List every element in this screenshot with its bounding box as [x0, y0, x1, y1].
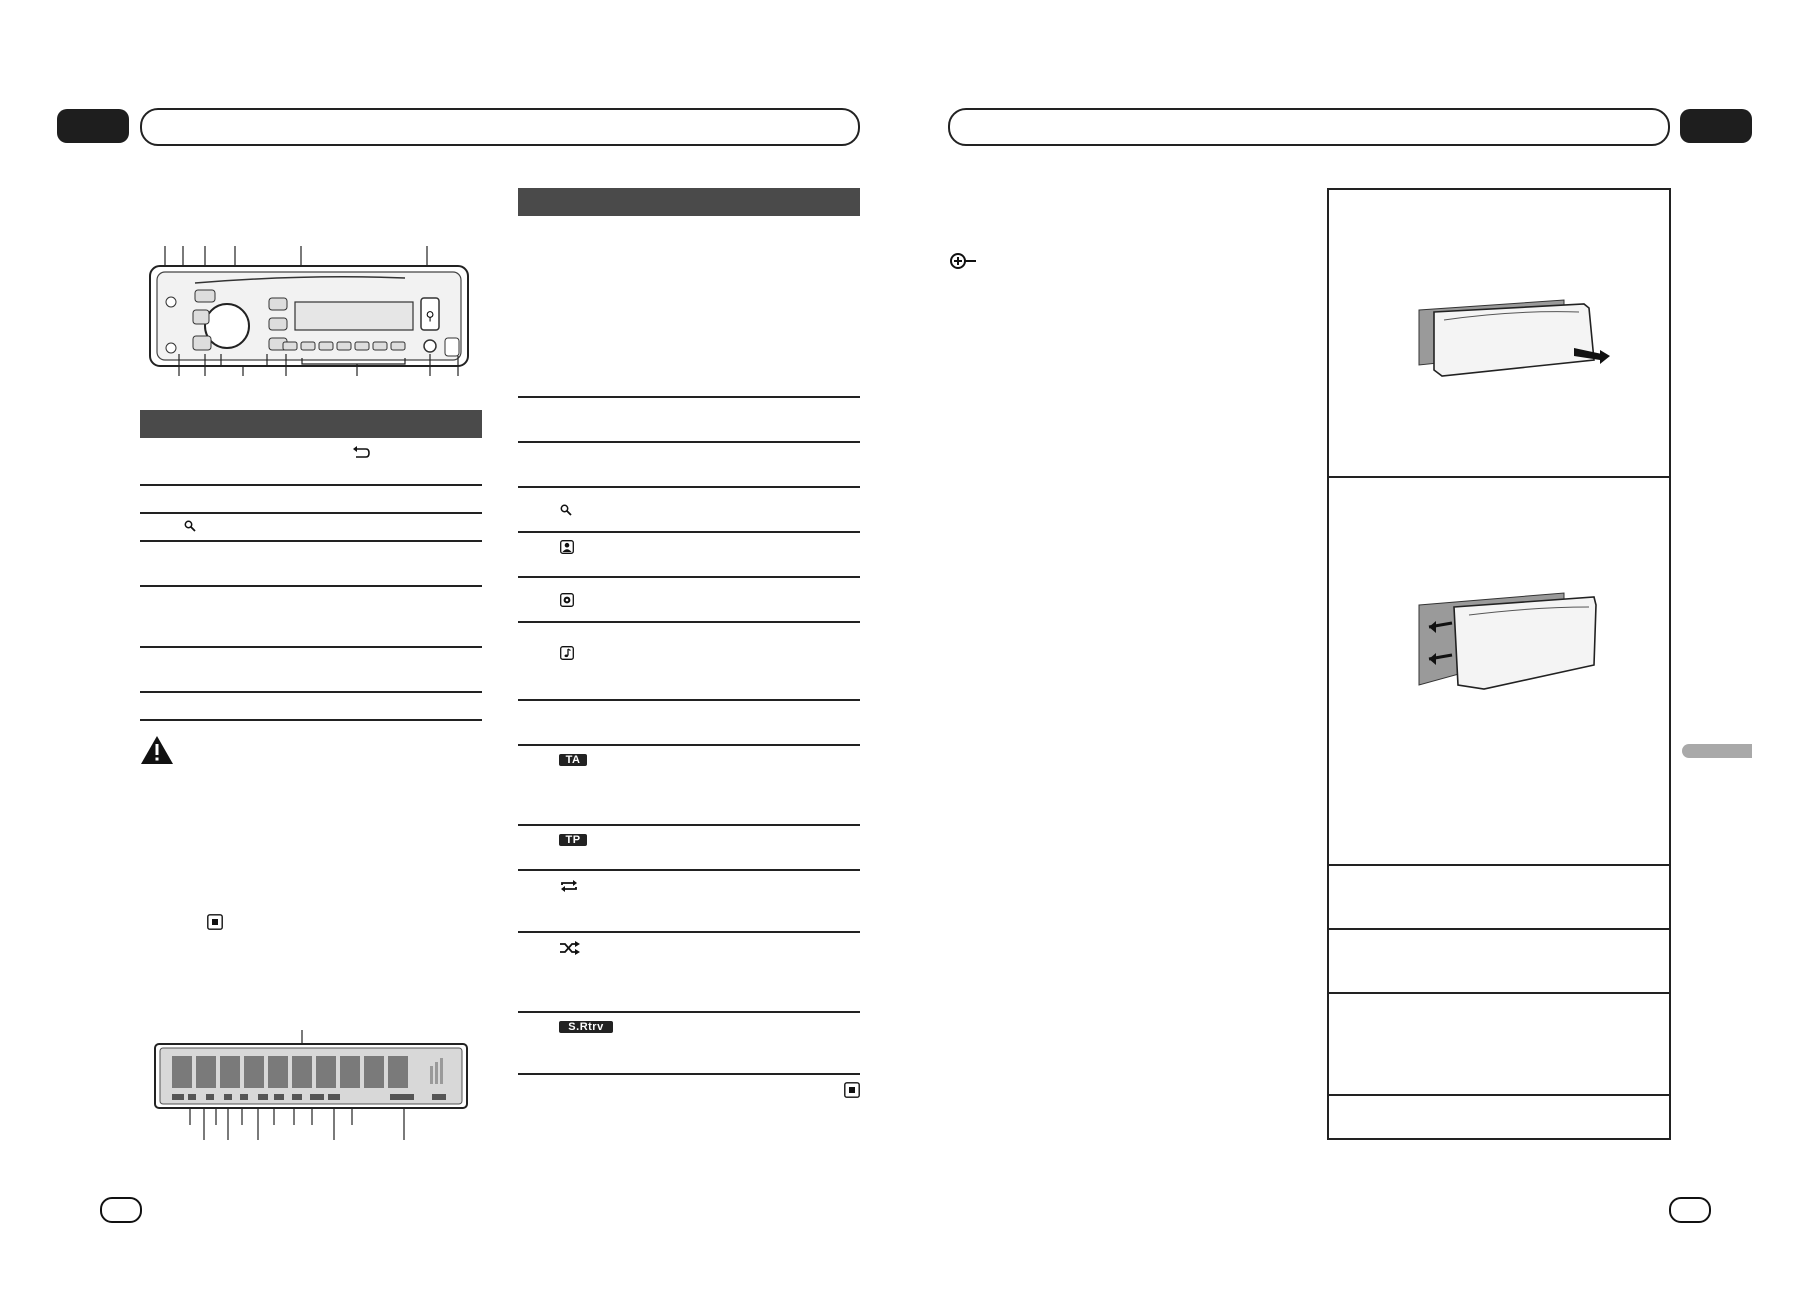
table-rule	[140, 585, 482, 587]
svg-text:⚲: ⚲	[425, 309, 435, 323]
frame-rule	[1329, 992, 1669, 994]
person-icon	[560, 540, 574, 559]
illustration-frame	[1327, 188, 1671, 1140]
table-rule	[518, 486, 860, 488]
table-rule	[518, 396, 860, 398]
table-rule	[518, 824, 860, 826]
search-icon	[184, 519, 196, 537]
frame-rule	[1329, 1094, 1669, 1096]
table-rule	[518, 621, 860, 623]
frame-rule	[1329, 476, 1669, 478]
table-rule	[518, 576, 860, 578]
gear-icon	[560, 593, 574, 612]
table-rule	[518, 1011, 860, 1013]
table-rule	[518, 531, 860, 533]
table-rule	[140, 484, 482, 486]
head-unit-diagram	[145, 238, 475, 383]
section-side-tab	[1682, 744, 1752, 758]
repeat-icon	[559, 879, 579, 898]
search-icon	[560, 503, 572, 521]
panel-removal-illustration	[1414, 290, 1614, 390]
section-tab-right	[1680, 109, 1752, 143]
table-rule	[140, 719, 482, 721]
table-header-right-column	[518, 188, 860, 216]
warning-icon	[140, 735, 174, 770]
table-rule	[140, 646, 482, 648]
shuffle-icon	[559, 941, 581, 960]
table-rule	[518, 869, 860, 871]
table-rule	[140, 512, 482, 514]
stop-square-icon	[207, 914, 223, 935]
table-rule	[518, 441, 860, 443]
ta-indicator: TA	[559, 754, 587, 766]
important-icon	[948, 252, 978, 275]
table-rule	[518, 744, 860, 746]
back-arrow-icon	[352, 446, 370, 465]
frame-rule	[1329, 864, 1669, 866]
table-rule	[140, 540, 482, 542]
lcd-display-diagram	[150, 1030, 470, 1145]
page-number-oval-right	[1669, 1197, 1711, 1223]
stop-square-icon	[844, 1082, 860, 1103]
s-rtrv-indicator: S.Rtrv	[559, 1021, 613, 1033]
table-rule	[518, 931, 860, 933]
section-tab-left	[57, 109, 129, 143]
table-rule	[518, 699, 860, 701]
page-title-bar-right	[948, 108, 1670, 146]
frame-rule	[1329, 928, 1669, 930]
page-title-bar-left	[140, 108, 860, 146]
tp-indicator: TP	[559, 834, 587, 846]
music-note-icon	[560, 646, 574, 665]
page-number-oval-left	[100, 1197, 142, 1223]
table-rule	[518, 1073, 860, 1075]
panel-attach-illustration	[1414, 585, 1614, 695]
table-header-left	[140, 410, 482, 438]
table-rule	[140, 691, 482, 693]
